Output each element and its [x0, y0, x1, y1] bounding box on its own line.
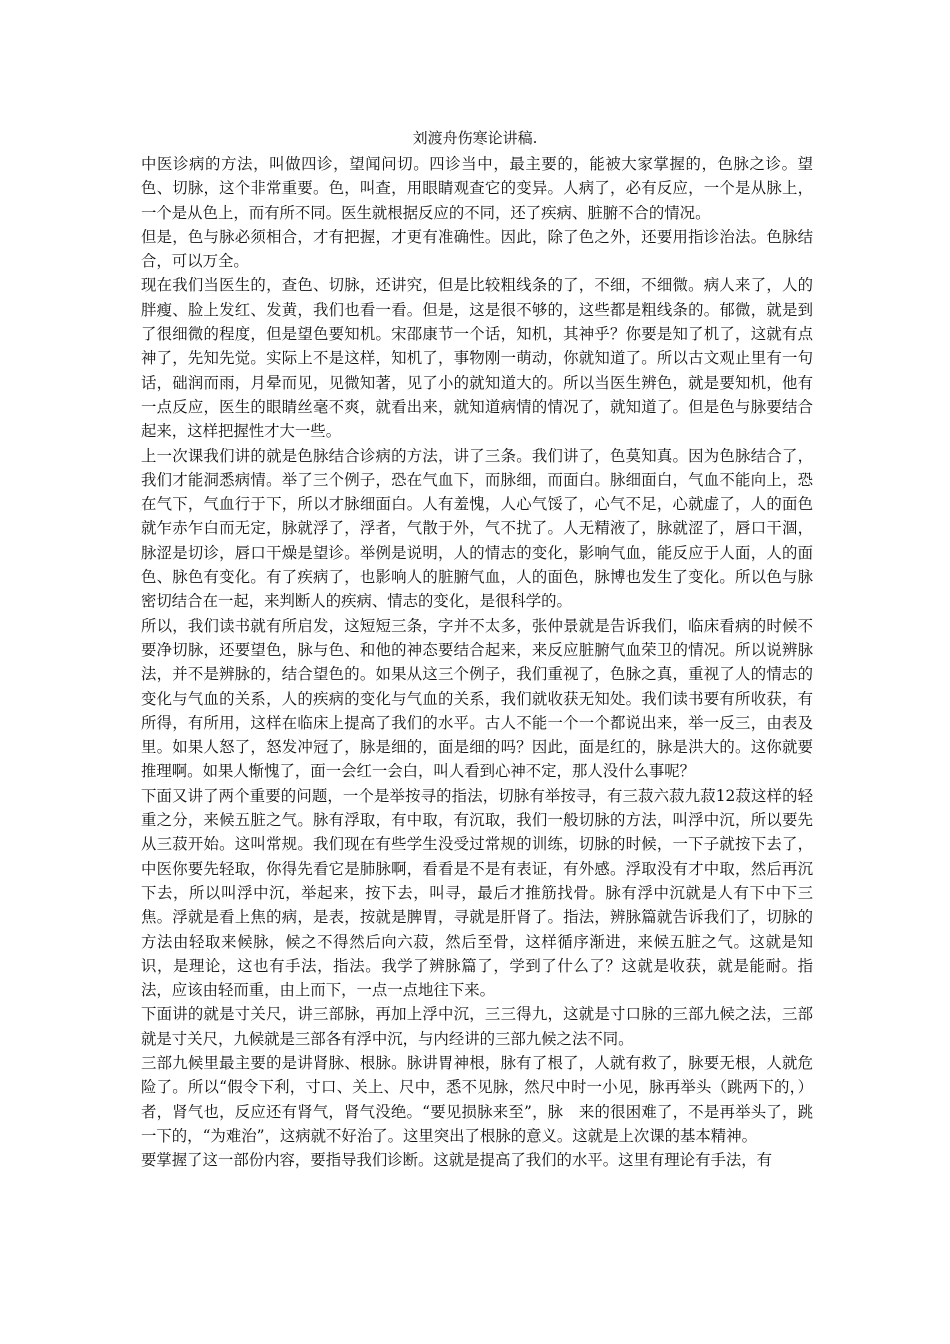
document-title: 刘渡舟伤寒论讲稿. [412, 129, 538, 147]
paragraph: 但是，色与脉必须相合，才有把握，才更有准确性。因此，除了色之外，还要用指诊治法。色脉结合，可以万全。 [141, 227, 813, 271]
paragraph: 中医诊病的方法，叫做四诊，望闻问切。四诊当中，最主要的，能被大家掌握的，色脉之诊。望色、切脉，这个非常重要。色，叫查，用眼睛观查它的变异。人病了，必有反应，一个是从脉上，一个是从色上，而有所不同。医生就根据反应的不同，还了疾病、脏腑不合的情况。 [141, 155, 813, 222]
paragraph: 三部九候里最主要的是讲肾脉、根脉。脉讲胃神根，脉有了根了，人就有救了，脉要无根，人就危险了。所以“假令下利，寸口、关上、尺中，悉不见脉，然尺中时一小见，脉再举头（跳两下的，）者，肾气也，反应还有肾气，肾气没绝。“要见损脉来至”，脉 来的很困难了，不是再举头了，跳一下的，“为难治”，这病就不好治了。这里突出了根脉的意义。这就是上次课的基本精神。 [141, 1053, 813, 1145]
paragraph: 所以，我们读书就有所启发，这短短三条，字并不太多，张仲景就是告诉我们，临床看病的时候不要净切脉，还要望色，脉与色、和他的神态要结合起来，来反应脏腑气血荣卫的情况。所以说辨脉法，并不是辨脉的，结合望色的。如果从这三个例子，我们重视了，色脉之真，重视了人的情志的变化与气血的关系，人的疾病的变化与气血的关系，我们就收获无知处。我们读书要有所收获，有所得，有所用，这样在临床上提高了我们的水平。古人不能一个一个都说出来，举一反三，由表及里。如果人怒了，怒发冲冠了，脉是细的，面是细的吗？因此，面是红的，脉是洪大的。这你就要推理啊。如果人惭愧了，面一会红一会白，叫人看到心神不定，那人没什么事呢？ [141, 616, 813, 781]
paragraph: 上一次课我们讲的就是色脉结合诊病的方法，讲了三条。我们讲了，色莫知真。因为色脉结合了，我们才能洞悉病情。举了三个例子，恐在气血下，而脉细，而面白。脉细面白，气血不能向上，恐在气下，气血行于下，所以才脉细面白。人有羞愧，人心气馁了，心气不足，心就虚了，人的面色就乍赤乍白而无定，脉就浮了，浮者，气散于外，气不扰了。人无精液了，脉就涩了，唇口干涸，脉涩是切诊，唇口干燥是望诊。举例是说明，人的情志的变化，影响气血，能反应于人面，人的面色、脉色有变化。有了疾病了，也影响人的脏腑气血，人的面色，脉博也发生了变化。所以色与脉密切结合在一起，来判断人的疾病、情志的变化，是很科学的。 [141, 446, 813, 611]
document-body [141, 152, 813, 1172]
paragraph: 下面讲的就是寸关尺，讲三部脉，再加上浮中沉，三三得九，这就是寸口脉的三部九候之法，三部就是寸关尺，九候就是三部各有浮中沉，与内经讲的三部九候之法不同。 [141, 1005, 813, 1048]
paragraph: 现在我们当医生的，查色、切脉，还讲究，但是比较粗线条的了，不细，不细微。病人来了，人的胖瘦、脸上发红、发黄，我们也看一看。但是，这是很不够的，这些都是粗线条的。郁微，就是到了很细微的程度，但是望色要知机。宋邵康节一个话，知机，其神乎？你要是知了机了，这就有点神了，先知先觉。实际上不是这样，知机了，事物刚一萌动，你就知道了。所以古文观止里有一句话，础润而雨，月晕而见，见微知著，见了小的就知道大的。所以当医生辨色，就是要知机，他有一点反应，医生的眼睛丝毫不爽，就看出来，就知道病情的情况了，就知道了。但是色与脉要结合起来，这样把握性才大一些。 [141, 276, 813, 441]
paragraph: 下面又讲了两个重要的问题，一个是举按寻的指法，切脉有举按寻，有三菽六菽九菽12菽这样的轻重之分，来候五脏之气。脉有浮取，有中取，有沉取，我们一般切脉的方法，叫浮中沉，所以要先从三菽开始。这叫常规。我们现在有些学生没受过常规的训练，切脉的时候，一下子就按下去了，中医你要先轻取，你得先看它是肺脉啊，看看是不是有表证，有外感。浮取没有才中取，然后再沉下去，所以叫浮中沉，举起来，按下去，叫寻，最后才推筋找骨。脉有浮中沉就是人有下中下三焦。浮就是看上焦的病，是表，按就是脾胃，寻就是肝肾了。指法，辨脉篇就告诉我们了，切脉的方法由轻取来候脉，候之不得然后向六菽，然后至骨，这样循序渐进，来候五脏之气。这就是知识，是理论，这也有手法，指法。我学了辨脉篇了，学到了什么了？这就是收获，就是能耐。指法，应该由轻而重，由上而下，一点一点地往下来。 [141, 786, 813, 1000]
paragraph: 要掌握了这一部份内容，要指导我们诊断。这就是提高了我们的水平。这里有理论有手法，有 [141, 1151, 773, 1170]
